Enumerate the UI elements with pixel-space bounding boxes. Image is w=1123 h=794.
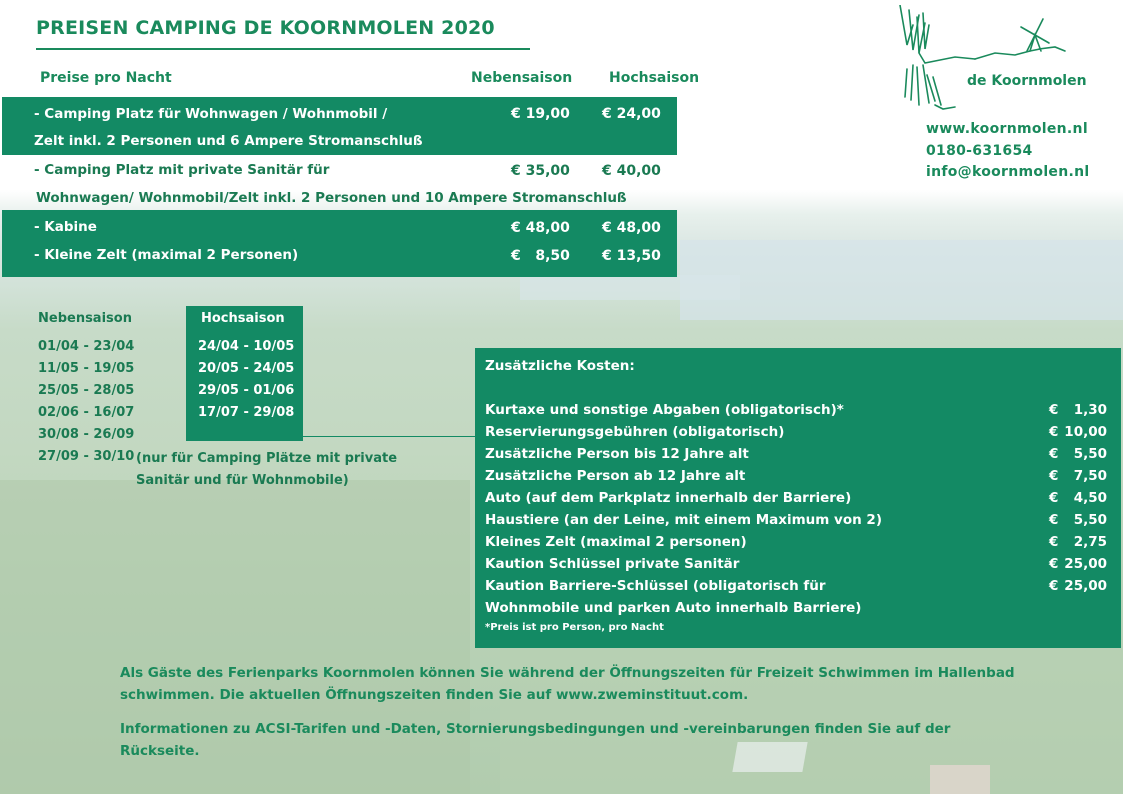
footer-paragraph-1 <box>120 662 1015 706</box>
euro-sign: € <box>1049 556 1059 572</box>
footer-p1-line2: schwimmen. Die aktuellen Öffnungszeiten finden Sie auf www.zweminstituut.com. <box>120 687 749 703</box>
season-note-line1: (nur für Camping Plätze mit private <box>136 451 398 466</box>
price-row-3-label: - Kabine <box>34 219 97 235</box>
season-high-date: 24/04 - 10/05 <box>198 339 295 354</box>
extra-item-label: Wohnmobile und parken Auto innerhalb Barriere) <box>485 600 862 616</box>
euro-sign: € <box>1049 578 1059 594</box>
title-underline <box>36 48 530 50</box>
season-low-date: 11/05 - 19/05 <box>38 361 135 376</box>
extra-item-label: Auto (auf dem Parkplatz innerhalb der Barriere) <box>485 490 852 506</box>
extra-item-value: 10,00 <box>1064 424 1107 440</box>
season-high-date: 20/05 - 24/05 <box>198 361 295 376</box>
extra-item-value: 4,50 <box>1073 490 1107 506</box>
lake-area <box>680 240 1123 320</box>
tent-roof <box>930 765 990 794</box>
season-low-title: Nebensaison <box>38 311 132 326</box>
euro-sign: € <box>1049 534 1059 550</box>
footer-p2-line1: Informationen zu ACSI-Tarifen und -Daten, Stornierungsbedingungen und -vereinbarungen finden Sie auf der <box>120 721 951 737</box>
price-row-1-line2: Zelt inkl. 2 Personen und 6 Ampere Stromanschluß <box>34 133 423 149</box>
euro-sign: € <box>1049 424 1059 440</box>
price-row-1-line1: - Camping Platz für Wohnwagen / Wohnmobil / <box>34 106 388 122</box>
price-row-1-low: € 19,00 <box>511 106 570 122</box>
extra-item-label: Kaution Barriere-Schlüssel (obligatorisch für <box>485 578 826 594</box>
extra-item-label: Zusätzliche Person bis 12 Jahre alt <box>485 446 749 462</box>
extra-item-label: Kleines Zelt (maximal 2 personen) <box>485 534 747 550</box>
extra-item-value: 1,30 <box>1073 402 1107 418</box>
price-row-2-high: € 40,00 <box>602 163 661 179</box>
extra-item-label: Reservierungsgebühren (obligatorisch) <box>485 424 785 440</box>
price-row-3-high: € 48,00 <box>602 220 661 236</box>
footer-paragraph-2 <box>120 718 950 762</box>
euro-sign: € <box>1049 490 1059 506</box>
extra-item-value: 25,00 <box>1064 578 1107 594</box>
extra-item-label: Zusätzliche Person ab 12 Jahre alt <box>485 468 746 484</box>
extra-footnote: *Preis ist pro Person, pro Nacht <box>485 622 664 633</box>
price-row-2-low: € 35,00 <box>511 163 570 179</box>
euro-sign: € <box>1049 402 1059 418</box>
season-high-date: 29/05 - 01/06 <box>198 383 295 398</box>
season-low-date: 01/04 - 23/04 <box>38 339 135 354</box>
price-row-4-label: - Kleine Zelt (maximal 2 Personen) <box>34 247 299 263</box>
season-low-date: 30/08 - 26/09 <box>38 427 135 442</box>
page-title: PREISEN CAMPING DE KOORNMOLEN 2020 <box>36 17 495 39</box>
extra-item-value: 7,50 <box>1073 468 1107 484</box>
price-row-4-high: € 13,50 <box>602 248 661 264</box>
extra-costs-box <box>475 348 1121 648</box>
koornmolen-logo <box>895 5 1085 115</box>
price-row-4-low: € 8,50 <box>511 248 570 264</box>
connector-line <box>303 436 475 437</box>
price-row-band <box>2 210 677 277</box>
canal-area <box>520 275 740 300</box>
extra-item-value: 25,00 <box>1064 556 1107 572</box>
footer-p1-line1: Als Gäste des Ferienparks Koornmolen können Sie während der Öffnungszeiten für Freizeit Schwimmen im Hallenbad <box>120 665 1015 681</box>
extra-item-value: 5,50 <box>1073 446 1107 462</box>
logo-text: de Koornmolen <box>967 73 1087 89</box>
euro-sign: € <box>1049 446 1059 462</box>
extra-item-label: Kaution Schlüssel private Sanitär <box>485 556 740 572</box>
phone-number: 0180-631654 <box>926 143 1033 159</box>
price-row-2-line2: Wohnwagen/ Wohnmobil/Zelt inkl. 2 Personen und 10 Ampere Stromanschluß <box>36 190 627 206</box>
extra-item-value: 2,75 <box>1073 534 1107 550</box>
price-row-1-high: € 24,00 <box>602 106 661 122</box>
windmill-reeds-icon <box>895 5 1085 115</box>
extra-item-value: 5,50 <box>1073 512 1107 528</box>
price-header-low: Nebensaison <box>471 70 573 86</box>
season-low-date: 02/06 - 16/07 <box>38 405 135 420</box>
season-low-date: 25/05 - 28/05 <box>38 383 135 398</box>
season-low-date: 27/09 - 30/10 <box>38 449 135 464</box>
price-row-3-low: € 48,00 <box>511 220 570 236</box>
season-note-line2: Sanitär und für Wohnmobile) <box>136 473 349 488</box>
season-high-date: 17/07 - 29/08 <box>198 405 295 420</box>
price-header-label: Preise pro Nacht <box>40 70 172 86</box>
extra-item-label: Haustiere (an der Leine, mit einem Maximum von 2) <box>485 512 882 528</box>
footer-p2-line2: Rückseite. <box>120 743 200 759</box>
website-link[interactable]: www.koornmolen.nl <box>926 121 1088 137</box>
season-high-title: Hochsaison <box>201 311 285 326</box>
price-header-high: Hochsaison <box>609 70 700 86</box>
extra-costs-title: Zusätzliche Kosten: <box>485 358 635 374</box>
email-link[interactable]: info@koornmolen.nl <box>926 164 1090 180</box>
euro-sign: € <box>1049 468 1059 484</box>
euro-sign: € <box>1049 512 1059 528</box>
extra-item-label: Kurtaxe und sonstige Abgaben (obligatorisch)* <box>485 402 844 418</box>
price-row-2-line1: - Camping Platz mit private Sanitär für <box>34 162 330 178</box>
